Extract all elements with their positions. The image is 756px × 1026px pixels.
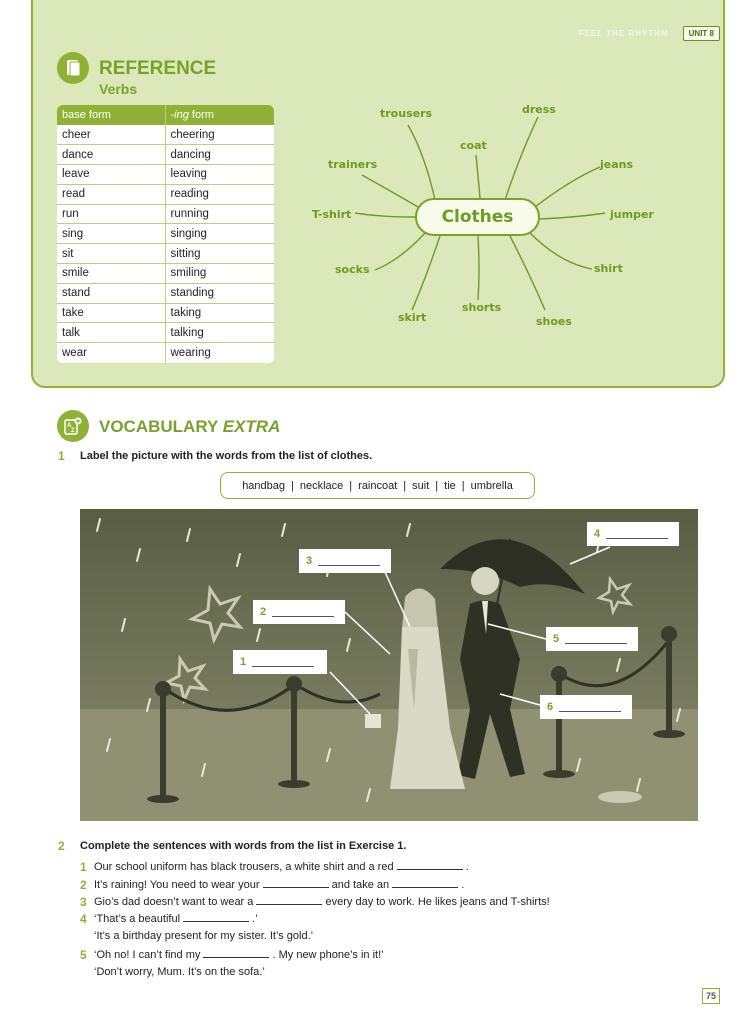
table-row — [57, 264, 274, 284]
ing-cell: taking — [165, 303, 274, 323]
base-cell: run — [57, 204, 165, 224]
page-header — [579, 26, 720, 41]
exercise-1-instruction: Label the picture with the words from the list of clothes. — [80, 450, 373, 462]
col-base-form: base form — [57, 105, 165, 125]
picture-label-6[interactable]: 6 — [540, 695, 632, 719]
ing-cell: cheering — [165, 125, 274, 145]
ing-cell: singing — [165, 224, 274, 244]
ing-cell: talking — [165, 323, 274, 343]
mindmap-word: socks — [335, 263, 370, 276]
table-row — [57, 303, 274, 323]
table-row — [57, 343, 274, 363]
base-cell: sit — [57, 244, 165, 264]
svg-text:Z: Z — [71, 428, 75, 434]
table-row — [57, 244, 274, 264]
base-cell: cheer — [57, 125, 165, 145]
ing-cell: running — [165, 204, 274, 224]
vocabulary-extra-title: VOCABULARY EXTRA — [99, 417, 281, 436]
word-item: suit — [412, 479, 430, 492]
answer-blank[interactable] — [263, 878, 329, 888]
mindmap-word: shorts — [462, 301, 502, 314]
picture-label-3[interactable]: 3 — [299, 549, 391, 573]
base-cell: talk — [57, 323, 165, 343]
word-item: umbrella — [470, 479, 513, 492]
mindmap-center: Clothes — [415, 198, 540, 236]
base-cell: read — [57, 184, 165, 204]
table-row — [57, 283, 274, 303]
clothes-mindmap — [300, 95, 660, 340]
answer-blank[interactable] — [203, 948, 269, 958]
picture-label-1[interactable]: 1 — [233, 650, 327, 674]
table-row — [57, 224, 274, 244]
mindmap-word: dress — [522, 103, 556, 116]
word-list-box: handbag | necklace | raincoat | suit | tie | umbrella — [220, 472, 535, 499]
mindmap-word: jeans — [600, 158, 634, 171]
ing-cell: leaving — [165, 165, 274, 185]
table-row — [57, 145, 274, 165]
picture-label-4[interactable]: 4 — [587, 522, 679, 546]
mindmap-word: shoes — [536, 315, 572, 328]
base-cell: stand — [57, 283, 165, 303]
table-row — [57, 165, 274, 185]
table-header-row — [57, 105, 274, 125]
svg-text:A: A — [67, 423, 72, 429]
unit-badge: UNIT 8 — [683, 26, 720, 41]
answer-blank[interactable] — [183, 912, 249, 922]
page-number: 75 — [702, 988, 720, 1004]
picture-label-2[interactable]: 2 — [253, 600, 345, 624]
mindmap-word: shirt — [594, 262, 623, 275]
ing-cell: reading — [165, 184, 274, 204]
exercise-2-number: 2 — [58, 839, 65, 853]
document-icon — [57, 52, 89, 84]
word-item: tie — [444, 479, 456, 492]
base-cell: wear — [57, 343, 165, 363]
col-ing-form: -ing form — [165, 105, 274, 125]
table-row — [57, 184, 274, 204]
reference-title: REFERENCE — [99, 58, 217, 79]
ing-cell: dancing — [165, 145, 274, 165]
mindmap-word: skirt — [398, 311, 427, 324]
picture-label-5[interactable]: 5 — [546, 627, 638, 651]
base-cell: dance — [57, 145, 165, 165]
table-row — [57, 323, 274, 343]
base-cell: take — [57, 303, 165, 323]
word-item: raincoat — [358, 479, 398, 492]
table-row — [57, 125, 274, 145]
answer-blank[interactable] — [392, 878, 458, 888]
table-row — [57, 204, 274, 224]
base-cell: smile — [57, 264, 165, 284]
ing-cell: smiling — [165, 264, 274, 284]
base-cell: sing — [57, 224, 165, 244]
verbs-table — [57, 105, 274, 363]
exercise-2-instruction: Complete the sentences with words from the list in Exercise 1. — [80, 840, 407, 852]
ing-cell: standing — [165, 283, 274, 303]
answer-blank[interactable] — [256, 895, 322, 905]
vocabulary-icon — [57, 410, 89, 442]
reference-subtitle: Verbs — [99, 81, 138, 97]
mindmap-word: trousers — [380, 107, 433, 120]
word-item: necklace — [299, 479, 344, 492]
ing-cell: wearing — [170, 346, 211, 359]
base-cell: leave — [57, 165, 165, 185]
mindmap-word: jumper — [610, 208, 654, 221]
feel-the-rhythm-label: FEEL THE RHYTHM — [578, 29, 669, 38]
mindmap-word: T-shirt — [312, 208, 352, 221]
answer-blank[interactable] — [397, 860, 463, 870]
word-item: handbag — [242, 479, 286, 492]
mindmap-word: trainers — [328, 158, 378, 171]
mindmap-word: coat — [460, 139, 487, 152]
ing-cell: sitting — [165, 244, 274, 264]
exercise-1-number: 1 — [58, 449, 65, 463]
